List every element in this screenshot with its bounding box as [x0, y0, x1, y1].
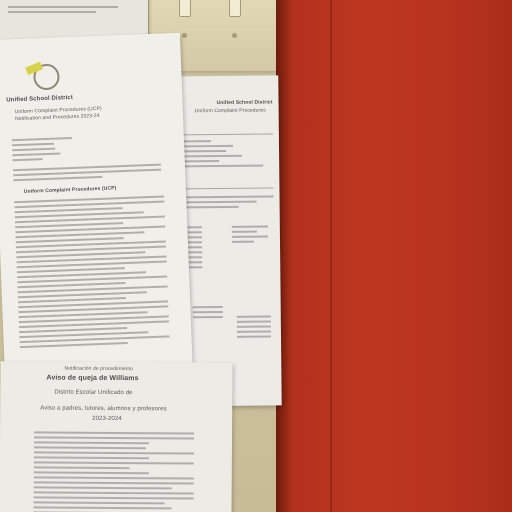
- notice-district: Unified School District: [6, 94, 74, 104]
- williams-year: 2023-2024: [92, 415, 122, 423]
- williams-header-small: Notificación de procedimiento: [64, 365, 134, 373]
- light-switch-toggle-right: [229, 0, 241, 17]
- light-switch-toggle-left: [179, 0, 191, 17]
- form-subheader: Uniform Complaint Procedures: [194, 107, 266, 115]
- williams-district: Distrito Escolar Unificado de: [54, 389, 133, 397]
- paper-williams-notice: [0, 361, 233, 512]
- screw-icon: [232, 33, 237, 38]
- door-seam: [330, 0, 332, 512]
- screw-icon: [182, 33, 187, 38]
- red-door: [276, 0, 512, 512]
- williams-title: Aviso de queja de Williams: [46, 374, 139, 383]
- notice-title-line2: Notification and Procedures 2023-24: [14, 112, 100, 123]
- notice-section-heading: Uniform Complaint Procedures (UCP): [23, 185, 117, 195]
- paper-uniform-complaint-notice: [0, 33, 193, 373]
- form-header: Unified School District: [216, 99, 273, 107]
- notice-title-line1: Uniform Complaint Procedures (UCP): [14, 105, 102, 116]
- williams-subtitle: Aviso a padres, tutores, alumnos y profesores: [40, 405, 167, 413]
